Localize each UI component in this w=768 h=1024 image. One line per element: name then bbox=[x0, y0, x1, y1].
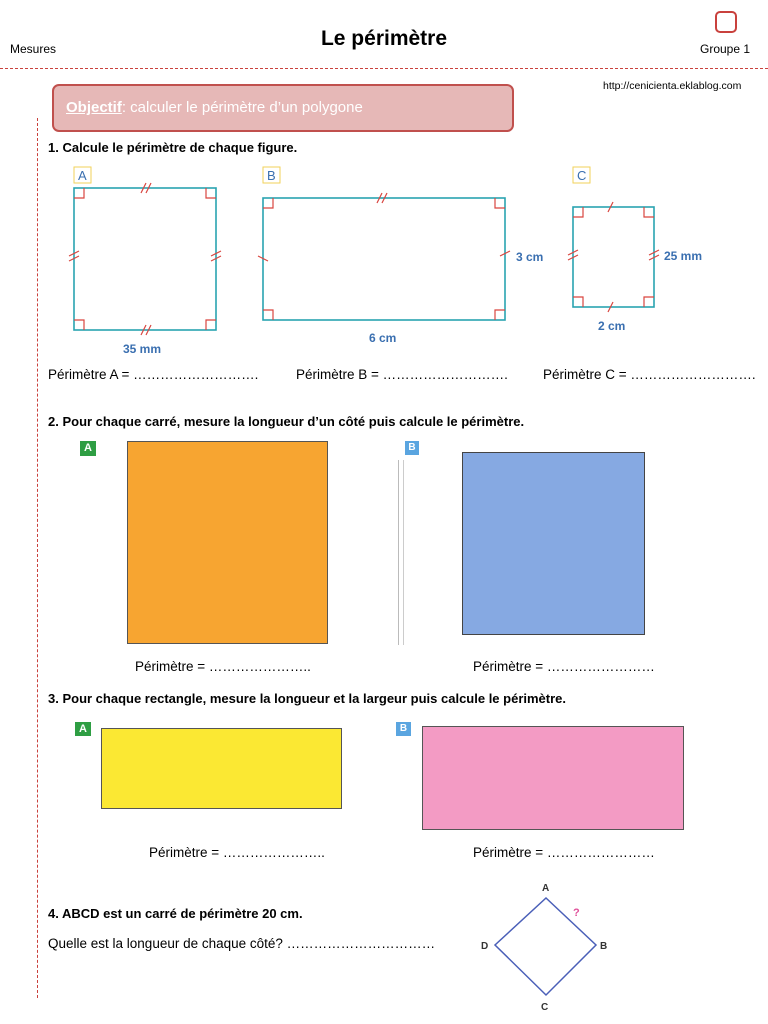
header-divider bbox=[0, 68, 768, 69]
figure-c-right-label: 25 mm bbox=[664, 249, 703, 263]
q2-divider bbox=[398, 460, 404, 645]
orange-square bbox=[127, 441, 328, 644]
q1-answer-a[interactable]: Périmètre A = ………………………. bbox=[48, 367, 259, 382]
figure-b-bottom-label: 6 cm bbox=[369, 331, 397, 345]
header-group: Groupe 1 bbox=[700, 42, 751, 56]
vertex-c: C bbox=[541, 1002, 549, 1013]
figure-b-right-label: 3 cm bbox=[516, 250, 544, 264]
square-a-shape bbox=[74, 188, 216, 330]
figure-c-bottom-label: 2 cm bbox=[598, 319, 626, 333]
q2-answer-b[interactable]: Périmètre = …………………… bbox=[473, 659, 655, 674]
q3-answer-b[interactable]: Périmètre = …………………… bbox=[473, 845, 655, 860]
q1-title: 1. Calcule le périmètre de chaque figure. bbox=[48, 140, 298, 155]
q3-label-b: B bbox=[396, 722, 411, 736]
pink-rectangle bbox=[422, 726, 684, 830]
q2-title: 2. Pour chaque carré, mesure la longueur d’un côté puis calcule le périmètre. bbox=[48, 414, 525, 429]
vertex-a: A bbox=[542, 883, 550, 894]
q4-question[interactable]: Quelle est la longueur de chaque côté? …………………………… bbox=[48, 936, 436, 951]
vertex-d: D bbox=[481, 941, 489, 952]
figure-b-letter: B bbox=[267, 168, 276, 183]
yellow-rectangle bbox=[101, 728, 342, 809]
objective-label: Objectif bbox=[66, 99, 122, 116]
q1-answer-b[interactable]: Périmètre B = ………………………. bbox=[296, 367, 508, 382]
q4-title: 4. ABCD est un carré de périmètre 20 cm. bbox=[48, 906, 303, 921]
figure-c-letter: C bbox=[577, 168, 587, 183]
q1-figures bbox=[0, 160, 768, 360]
q2-answer-a[interactable]: Périmètre = ………………….. bbox=[135, 659, 311, 674]
rectangle-b-shape bbox=[263, 198, 505, 320]
vertex-b: B bbox=[600, 941, 608, 952]
q3-title: 3. Pour chaque rectangle, mesure la longueur et la largeur puis calcule le périmètre. bbox=[48, 691, 567, 706]
unknown-side-mark: ? bbox=[573, 907, 580, 919]
q3-label-a: A bbox=[75, 722, 91, 736]
figure-a-side-label: 35 mm bbox=[123, 342, 162, 356]
page-title: Le périmètre bbox=[320, 27, 448, 50]
objective-text: : calculer le périmètre d’un polygone bbox=[121, 99, 363, 116]
rectangle-c-shape bbox=[573, 207, 654, 307]
q1-answer-c[interactable]: Périmètre C = ………………………. bbox=[543, 367, 756, 382]
q2-label-b: B bbox=[405, 441, 419, 455]
objective-banner bbox=[52, 84, 514, 132]
q2-label-a: A bbox=[80, 441, 96, 456]
header-subject: Mesures bbox=[10, 42, 57, 56]
q3-answer-a[interactable]: Périmètre = ………………….. bbox=[149, 845, 325, 860]
abcd-square-shape bbox=[495, 898, 596, 995]
source-url: http://cenicienta.eklablog.com bbox=[603, 80, 742, 92]
figure-a-letter: A bbox=[78, 168, 87, 183]
blue-square bbox=[462, 452, 645, 635]
abcd-square-diagram bbox=[470, 878, 620, 1018]
